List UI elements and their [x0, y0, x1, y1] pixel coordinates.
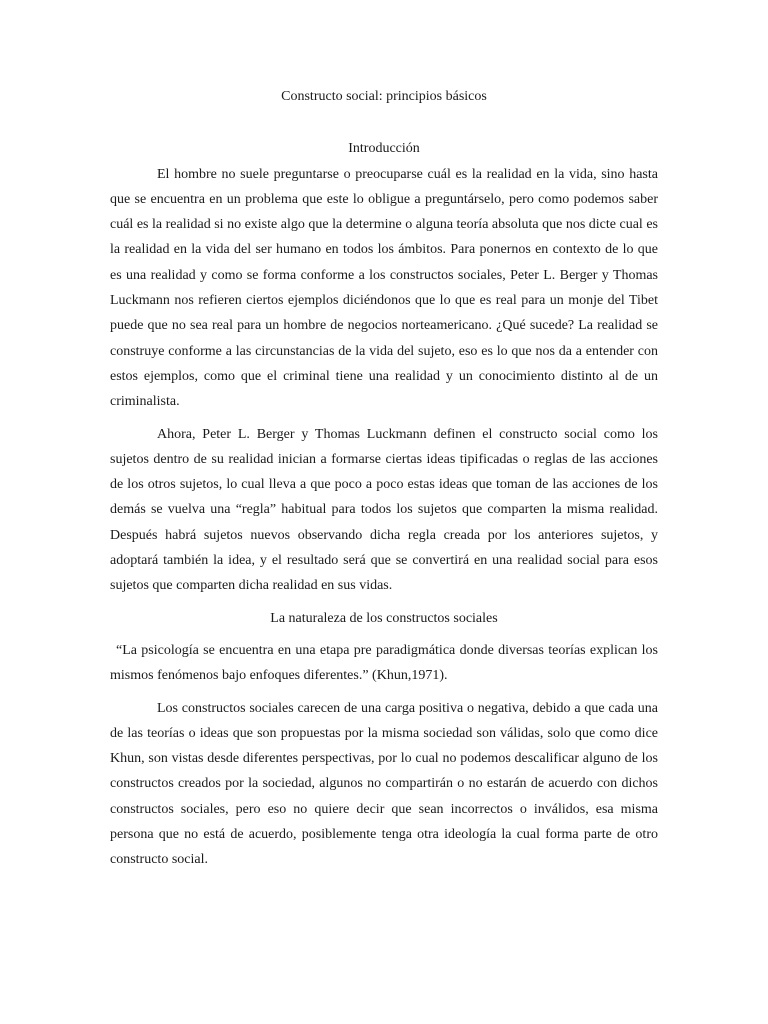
block-quote: “La psicología se encuentra en una etapa pre paradigmática donde diversas teorías explican los mismos fenómenos bajo enfoques diferentes.” (Khun,1971). [110, 642, 658, 684]
document-body [110, 84, 658, 873]
paragraph-intro-1: El hombre no suele preguntarse o preocuparse cuál es la realidad en la vida, sino hasta que se encuentra en un problema que este lo obligue a preguntárselo, pero como podemos saber cuál es la realidad si no existe algo que la determine o alguna teoría absoluta que nos dicte cual es la realidad en la vida del ser humano en todos los ámbitos. Para ponernos en contexto de lo que es una realidad y como se forma conforme a los constructos sociales, Peter L. Berger y Thomas Luckmann nos refieren ciertos ejemplos diciéndonos que lo que es real para un monje del Tibet puede que no sea real para un hombre de negocios norteamericano. ¿Qué sucede? La realidad se construye conforme a las circunstancias de la vida del sujeto, eso es lo que nos da a entender con estos ejemplos, como que el criminal tiene una realidad y un conocimiento distinto al de un criminalista. [110, 166, 658, 410]
document-title: Constructo social: principios básicos [281, 89, 487, 104]
paragraph-nature-1: Los constructos sociales carecen de una carga positiva o negativa, debido a que cada una de las teorías o ideas que son propuestas por la misma sociedad son válidas, solo que como dice Khun, son vistas desde diferentes perspectivas, por lo cual no podemos descalificar alguno de los constructos creados por la sociedad, algunos no compartirán o no estarán de acuerdo con dichos constructos sociales, pero eso no quiere decir que sean incorrectos o inválidos, esa misma persona que no está de acuerdo, posiblemente tenga otra ideología la cual forma parte de otro constructo social. [110, 700, 658, 868]
paragraph-spacer [110, 599, 658, 606]
section-heading-nature: La naturaleza de los constructos sociales [270, 610, 498, 626]
paragraph-spacer [110, 689, 658, 696]
paragraph-spacer [110, 631, 658, 638]
section-heading-introduction: Introducción [348, 141, 420, 157]
paragraph-intro-2: Ahora, Peter L. Berger y Thomas Luckmann definen el constructo social como los sujetos dentro de su realidad inician a formarse ciertas ideas tipificadas o reglas de las acciones de los otros sujetos, lo cual lleva a que poco a poco estas ideas que toman de las acciones de los demás se vuelva una “regla” habitual para todos los sujetos que comparten la misma realidad. Después habrá sujetos nuevos observando dicha regla creada por los anteriores sujetos, y adoptará también la idea, y el resultado será que se convertirá en una realidad social para esos sujetos que comparten dicha realidad en sus vidas. [110, 426, 658, 594]
title-spacer [110, 109, 658, 136]
paragraph-spacer [110, 415, 658, 422]
